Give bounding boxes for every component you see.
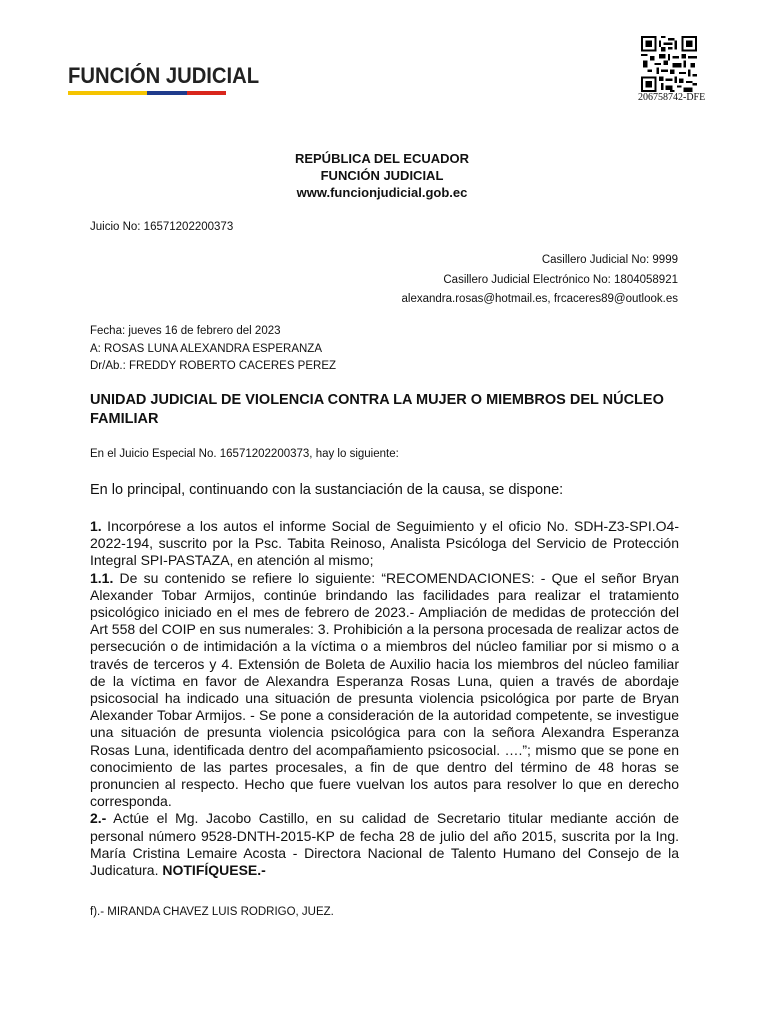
qr-code-icon <box>641 36 697 92</box>
item-1-number: 1. <box>90 518 102 534</box>
logo-bar-yellow <box>68 91 147 95</box>
item-2-number: 2.- <box>90 810 107 827</box>
casillero-judicial: Casillero Judicial No: 9999 <box>541 254 678 266</box>
item-1 <box>90 518 679 570</box>
title-website: www.funcionjudicial.gob.ec <box>296 185 468 200</box>
item-1-text: Incorpórese a los autos el informe Social de Seguimiento y el oficio No. SDH-Z3-SPI.O4-2022-194, suscrito por la Psc. Tabita Reinoso, Analista Psicóloga del Servicio de Protección Integral SPI-PASTAZA, en atención al mismo; <box>90 518 679 569</box>
casillero-emails: alexandra.rosas@hotmail.es, frcaceres89@outlook.es <box>401 293 678 305</box>
notifiquese: NOTIFÍQUESE.- <box>162 862 266 879</box>
qr-caption: 206758742-DFE <box>638 92 706 103</box>
logo-flag-bar <box>68 91 226 95</box>
item-2-text: Actúe el Mg. Jacobo Castillo, en su calidad de Secretario titular mediante acción de personal número 9528-DNTH-2015-KP de fecha 28 de julio del año 2015, suscrita por la Ing. María Cristina Lemaire Acosta - Directora Nacional de Talento Humano del Consejo de la Judicatura. <box>90 810 679 879</box>
unit-title: UNIDAD JUDICIAL DE VIOLENCIA CONTRA LA MUJER O MIEMBROS DEL NÚCLEO FAMILIAR <box>90 392 664 427</box>
fecha: Fecha: jueves 16 de febrero del 2023 <box>90 325 281 337</box>
abogado: Dr/Ab.: FREDDY ROBERTO CACERES PEREZ <box>90 360 337 372</box>
body-items <box>90 518 679 879</box>
item-1-1 <box>90 570 679 811</box>
logo-bar-blue <box>147 91 187 95</box>
intro-line: En el Juicio Especial No. 16571202200373, hay lo siguiente: <box>90 448 399 460</box>
logo-bar-red <box>187 91 227 95</box>
item-1-1-text: De su contenido se refiere lo siguiente: “RECOMENDACIONES: - Que el señor Bryan Alexander Tobar Armijos, continúe brindando las facilidades para realizar el tratamiento psicológico iniciado en el mes de febrero de 2023.- Ampliación de medidas de protección del Art 558 del COIP en sus numerales: 3. Prohibición a la persona procesada de realizar actos de persecución o de intimidación a la víctima o a miembros del núcleo familiar por si mismo o a través de terceros y 4. Extensión de Boleta de Auxilio hacia los miembros del núcleo familiar de la víctima en favor de Alexandra Esperanza Rosas Luna, quien a través de abordaje psicosocial ha indicado una situación de presunta violencia psicológica por parte de Bryan Alexander Tobar Armijos. - Se pone a consideración de la autoridad competente, se investigue una situación de presunta violencia psicológica para con la señora Alexandra Esperanza Rosas Luna, identificada dentro del acompañamiento psicosocial. ….”; mismo que se pone en conocimiento de las partes procesales, a fin de que dentro del término de 48 horas se pronuncien al respecto. Hecho que fuere vuelvan los autos para resolver lo que en derecho corresponda. <box>90 569 679 810</box>
meta-block <box>90 323 336 376</box>
funcion-judicial-logo <box>68 63 260 95</box>
principal-line: En lo principal, continuando con la sustanciación de la causa, se dispone: <box>90 482 564 498</box>
logo-text: FUNCIÓN JUDICIAL <box>68 63 260 88</box>
title-funcion-judicial: FUNCIÓN JUDICIAL <box>320 168 444 183</box>
signature-line: f).- MIRANDA CHAVEZ LUIS RODRIGO, JUEZ. <box>90 906 334 918</box>
destinatario: A: ROSAS LUNA ALEXANDRA ESPERANZA <box>90 342 322 355</box>
title-republica: REPÚBLICA DEL ECUADOR <box>294 151 470 166</box>
casillero-electronico: Casillero Judicial Electrónico No: 1804058921 <box>443 274 678 286</box>
juicio-number: Juicio No: 16571202200373 <box>90 221 234 233</box>
item-1-1-number: 1.1. <box>90 569 114 586</box>
item-2 <box>90 810 679 879</box>
